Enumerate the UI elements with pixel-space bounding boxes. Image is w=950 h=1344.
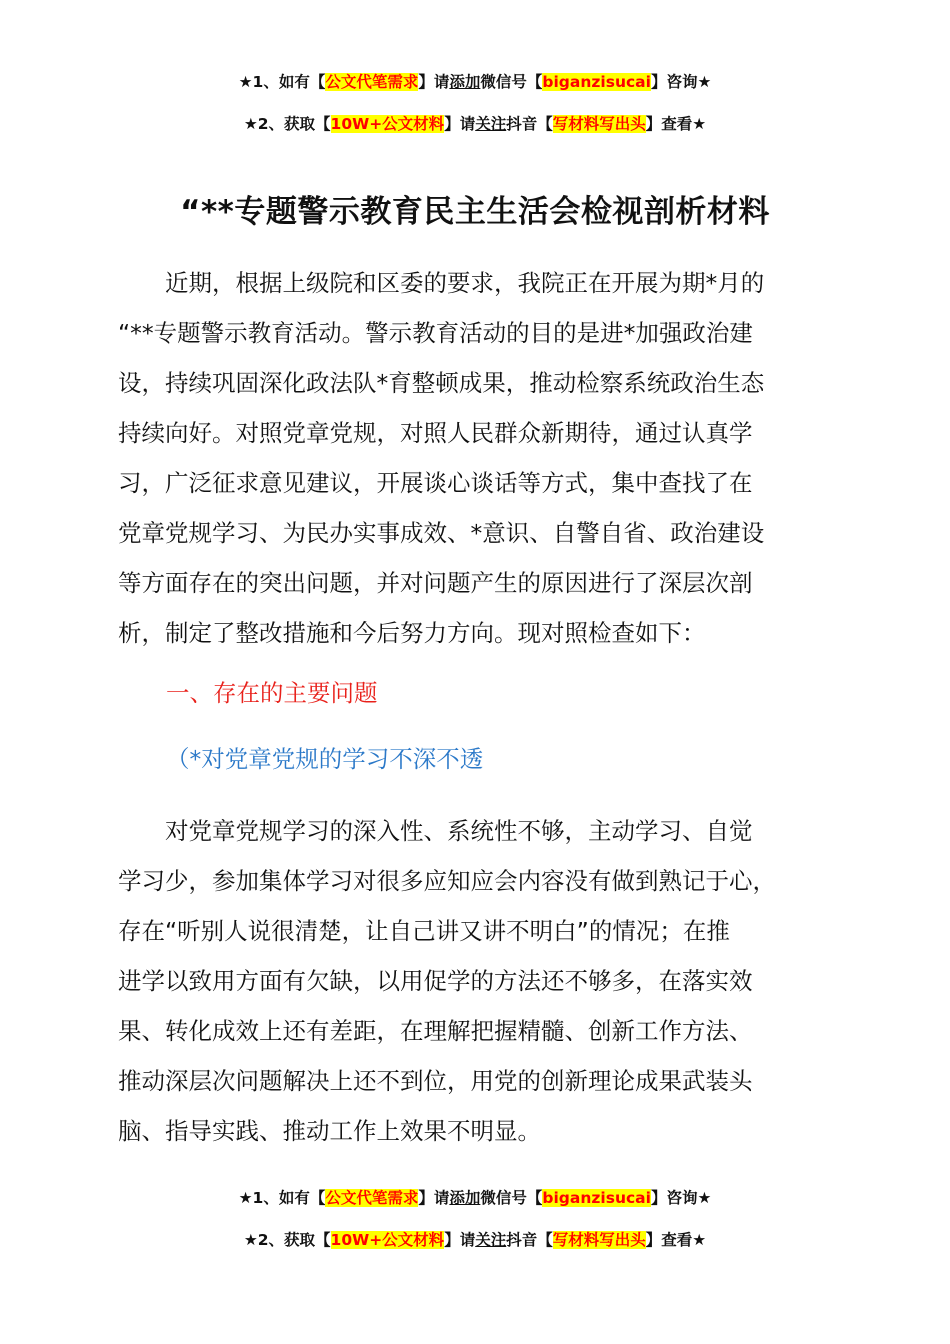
ad-highlight: 10W+公文材料 bbox=[330, 115, 445, 133]
ad-highlight: 公文代笔需求 bbox=[325, 1189, 419, 1207]
subsection-heading: （*对党章党规的学习不深不透 bbox=[166, 745, 484, 773]
ad-text: 】请 bbox=[418, 73, 450, 91]
ad-text: ★2、获取【 bbox=[243, 1231, 331, 1249]
ad-text: 】查看★ bbox=[645, 1231, 707, 1249]
paragraph-line: 设，持续巩固深化政法队*育整顿成果，推动检察系统政治生态 bbox=[118, 369, 765, 397]
ad-highlight: 10W+公文材料 bbox=[330, 1231, 445, 1249]
ad-text: ★1、如有【 bbox=[238, 1189, 326, 1207]
paragraph-line: 等方面存在的突出问题，并对问题产生的原因进行了深层次剖 bbox=[118, 569, 753, 597]
paragraph-line: 对党章党规学习的深入性、系统性不够，主动学习、自觉 bbox=[165, 817, 753, 845]
ad-line-2-top bbox=[0, 112, 950, 134]
ad-text: 】咨询★ bbox=[650, 1189, 712, 1207]
ad-text: 抖音【 bbox=[506, 115, 553, 133]
ad-text: 】请 bbox=[444, 1231, 476, 1249]
ad-line-1-bottom bbox=[0, 1186, 950, 1208]
ad-highlight: 公文代笔需求 bbox=[325, 73, 419, 91]
ad-text: 】请 bbox=[444, 115, 476, 133]
ad-underline: 添加 bbox=[449, 1189, 481, 1207]
ad-highlight: 写材料写出头 bbox=[552, 115, 646, 133]
ad-text: 微信号【 bbox=[480, 73, 543, 91]
ad-text: ★2、获取【 bbox=[243, 115, 331, 133]
ad-highlight: biganzisucai bbox=[542, 1189, 651, 1207]
ad-underline: 关注 bbox=[475, 1231, 507, 1249]
paragraph-line: 党章党规学习、为民办实事成效、*意识、自警自省、政治建设 bbox=[118, 519, 765, 547]
ad-text: 】查看★ bbox=[645, 115, 707, 133]
section-heading: 一、存在的主要问题 bbox=[166, 679, 378, 707]
ad-text: ★1、如有【 bbox=[238, 73, 326, 91]
ad-highlight: 写材料写出头 bbox=[552, 1231, 646, 1249]
paragraph-line: 果、转化成效上还有差距，在理解把握精髓、创新工作方法、 bbox=[118, 1017, 753, 1045]
paragraph-line: “**专题警示教育活动。警示教育活动的目的是进*加强政治建 bbox=[118, 319, 753, 347]
ad-underline: 添加 bbox=[449, 73, 481, 91]
paragraph-line: 推动深层次问题解决上还不到位，用党的创新理论成果武装头 bbox=[118, 1067, 753, 1095]
ad-text: 抖音【 bbox=[506, 1231, 553, 1249]
ad-text: 微信号【 bbox=[480, 1189, 543, 1207]
paragraph-line: 近期，根据上级院和区委的要求，我院正在开展为期*月的 bbox=[165, 269, 765, 297]
paragraph-line: 进学以致用方面有欠缺，以用促学的方法还不够多，在落实效 bbox=[118, 967, 753, 995]
paragraph-line: 习，广泛征求意见建议，开展谈心谈话等方式，集中查找了在 bbox=[118, 469, 753, 497]
ad-text: 】请 bbox=[418, 1189, 450, 1207]
paragraph-line: 持续向好。对照党章党规，对照人民群众新期待，通过认真学 bbox=[118, 419, 753, 447]
ad-text: 】咨询★ bbox=[650, 73, 712, 91]
paragraph-line: 脑、指导实践、推动工作上效果不明显。 bbox=[118, 1117, 541, 1145]
ad-highlight: biganzisucai bbox=[542, 73, 651, 91]
intro-paragraph bbox=[118, 258, 840, 658]
paragraph-line: 存在“听别人说很清楚，让自己讲又讲不明白”的情况；在推 bbox=[118, 917, 730, 945]
paragraph-line: 析，制定了整改措施和今后努力方向。现对照检查如下： bbox=[118, 619, 706, 647]
paragraph-line: 学习少，参加集体学习对很多应知应会内容没有做到熟记于心， bbox=[118, 867, 776, 895]
ad-line-1-top bbox=[0, 70, 950, 92]
document-title: “**专题警示教育民主生活会检视剖析材料 bbox=[180, 194, 770, 230]
ad-line-2-bottom bbox=[0, 1228, 950, 1250]
ad-underline: 关注 bbox=[475, 115, 507, 133]
body-paragraph bbox=[118, 806, 840, 1156]
